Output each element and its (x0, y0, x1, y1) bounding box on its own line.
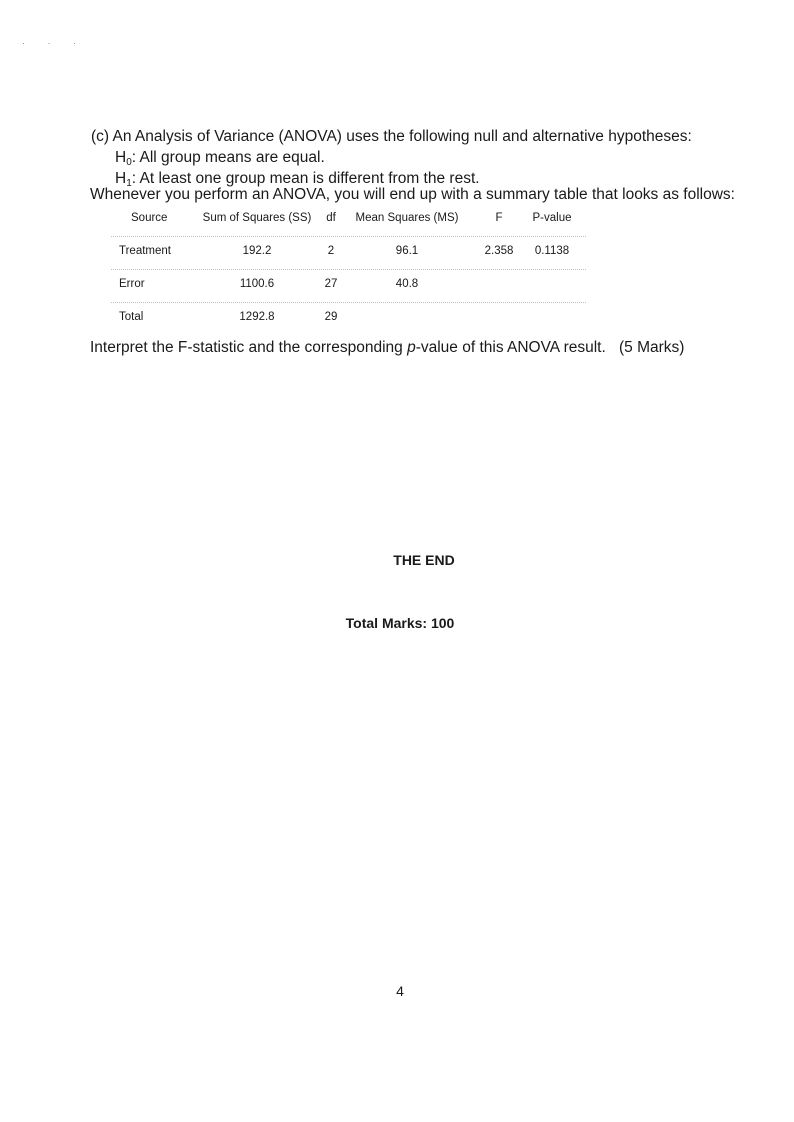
cell-sum-of-squares: 1100.6 (239, 278, 275, 290)
interpret-instruction (90, 338, 606, 358)
table-header-row (111, 204, 586, 237)
header-source: Source (131, 212, 168, 224)
interpret-text-italic: p (407, 339, 416, 356)
interpret-text-after: -value of this ANOVA result. (415, 339, 606, 356)
cell-f: 2.358 (484, 245, 514, 257)
cell-df: 29 (324, 311, 338, 323)
null-hypothesis-text: : All group means are equal. (131, 149, 325, 166)
header-p-value: P-value (532, 212, 572, 224)
cell-mean-squares: 96.1 (395, 245, 419, 257)
the-end-heading: THE END (393, 552, 455, 568)
alternative-hypothesis-label: H (115, 170, 127, 187)
cell-p-value: 0.1138 (534, 245, 570, 257)
cell-sum-of-squares: 1292.8 (239, 311, 275, 323)
page-number: 4 (396, 983, 404, 999)
alternative-hypothesis-text: : At least one group mean is different from the rest. (131, 170, 480, 187)
cell-source: Error (119, 278, 145, 290)
table-row (111, 303, 586, 335)
header-f: F (495, 212, 503, 224)
cell-source: Total (119, 311, 144, 323)
anova-table (111, 204, 586, 335)
cell-source: Treatment (119, 245, 171, 257)
table-row (111, 270, 586, 303)
cell-df: 2 (327, 245, 335, 257)
alternative-hypothesis-subscript: 1 (126, 178, 132, 189)
total-marks: Total Marks: 100 (345, 615, 455, 631)
marks-label: (5 Marks) (619, 339, 685, 356)
cell-mean-squares: 40.8 (395, 278, 419, 290)
header-df: df (326, 212, 336, 224)
scan-specks: · · · (22, 38, 86, 48)
header-sum-of-squares: Sum of Squares (SS) (202, 212, 312, 224)
null-hypothesis-subscript: 0 (126, 157, 132, 168)
table-row (111, 237, 586, 270)
cell-df: 27 (324, 278, 338, 290)
interpret-text-before: Interpret the F-statistic and the corresponding (90, 339, 408, 356)
summary-text: Whenever you perform an ANOVA, you will end up with a summary table that looks as follows: (90, 186, 735, 203)
null-hypothesis-label: H (115, 149, 127, 166)
header-mean-squares: Mean Squares (MS) (355, 212, 459, 224)
cell-sum-of-squares: 192.2 (242, 245, 272, 257)
question-intro: (c) An Analysis of Variance (ANOVA) uses the following null and alternative hypotheses: (91, 128, 692, 145)
